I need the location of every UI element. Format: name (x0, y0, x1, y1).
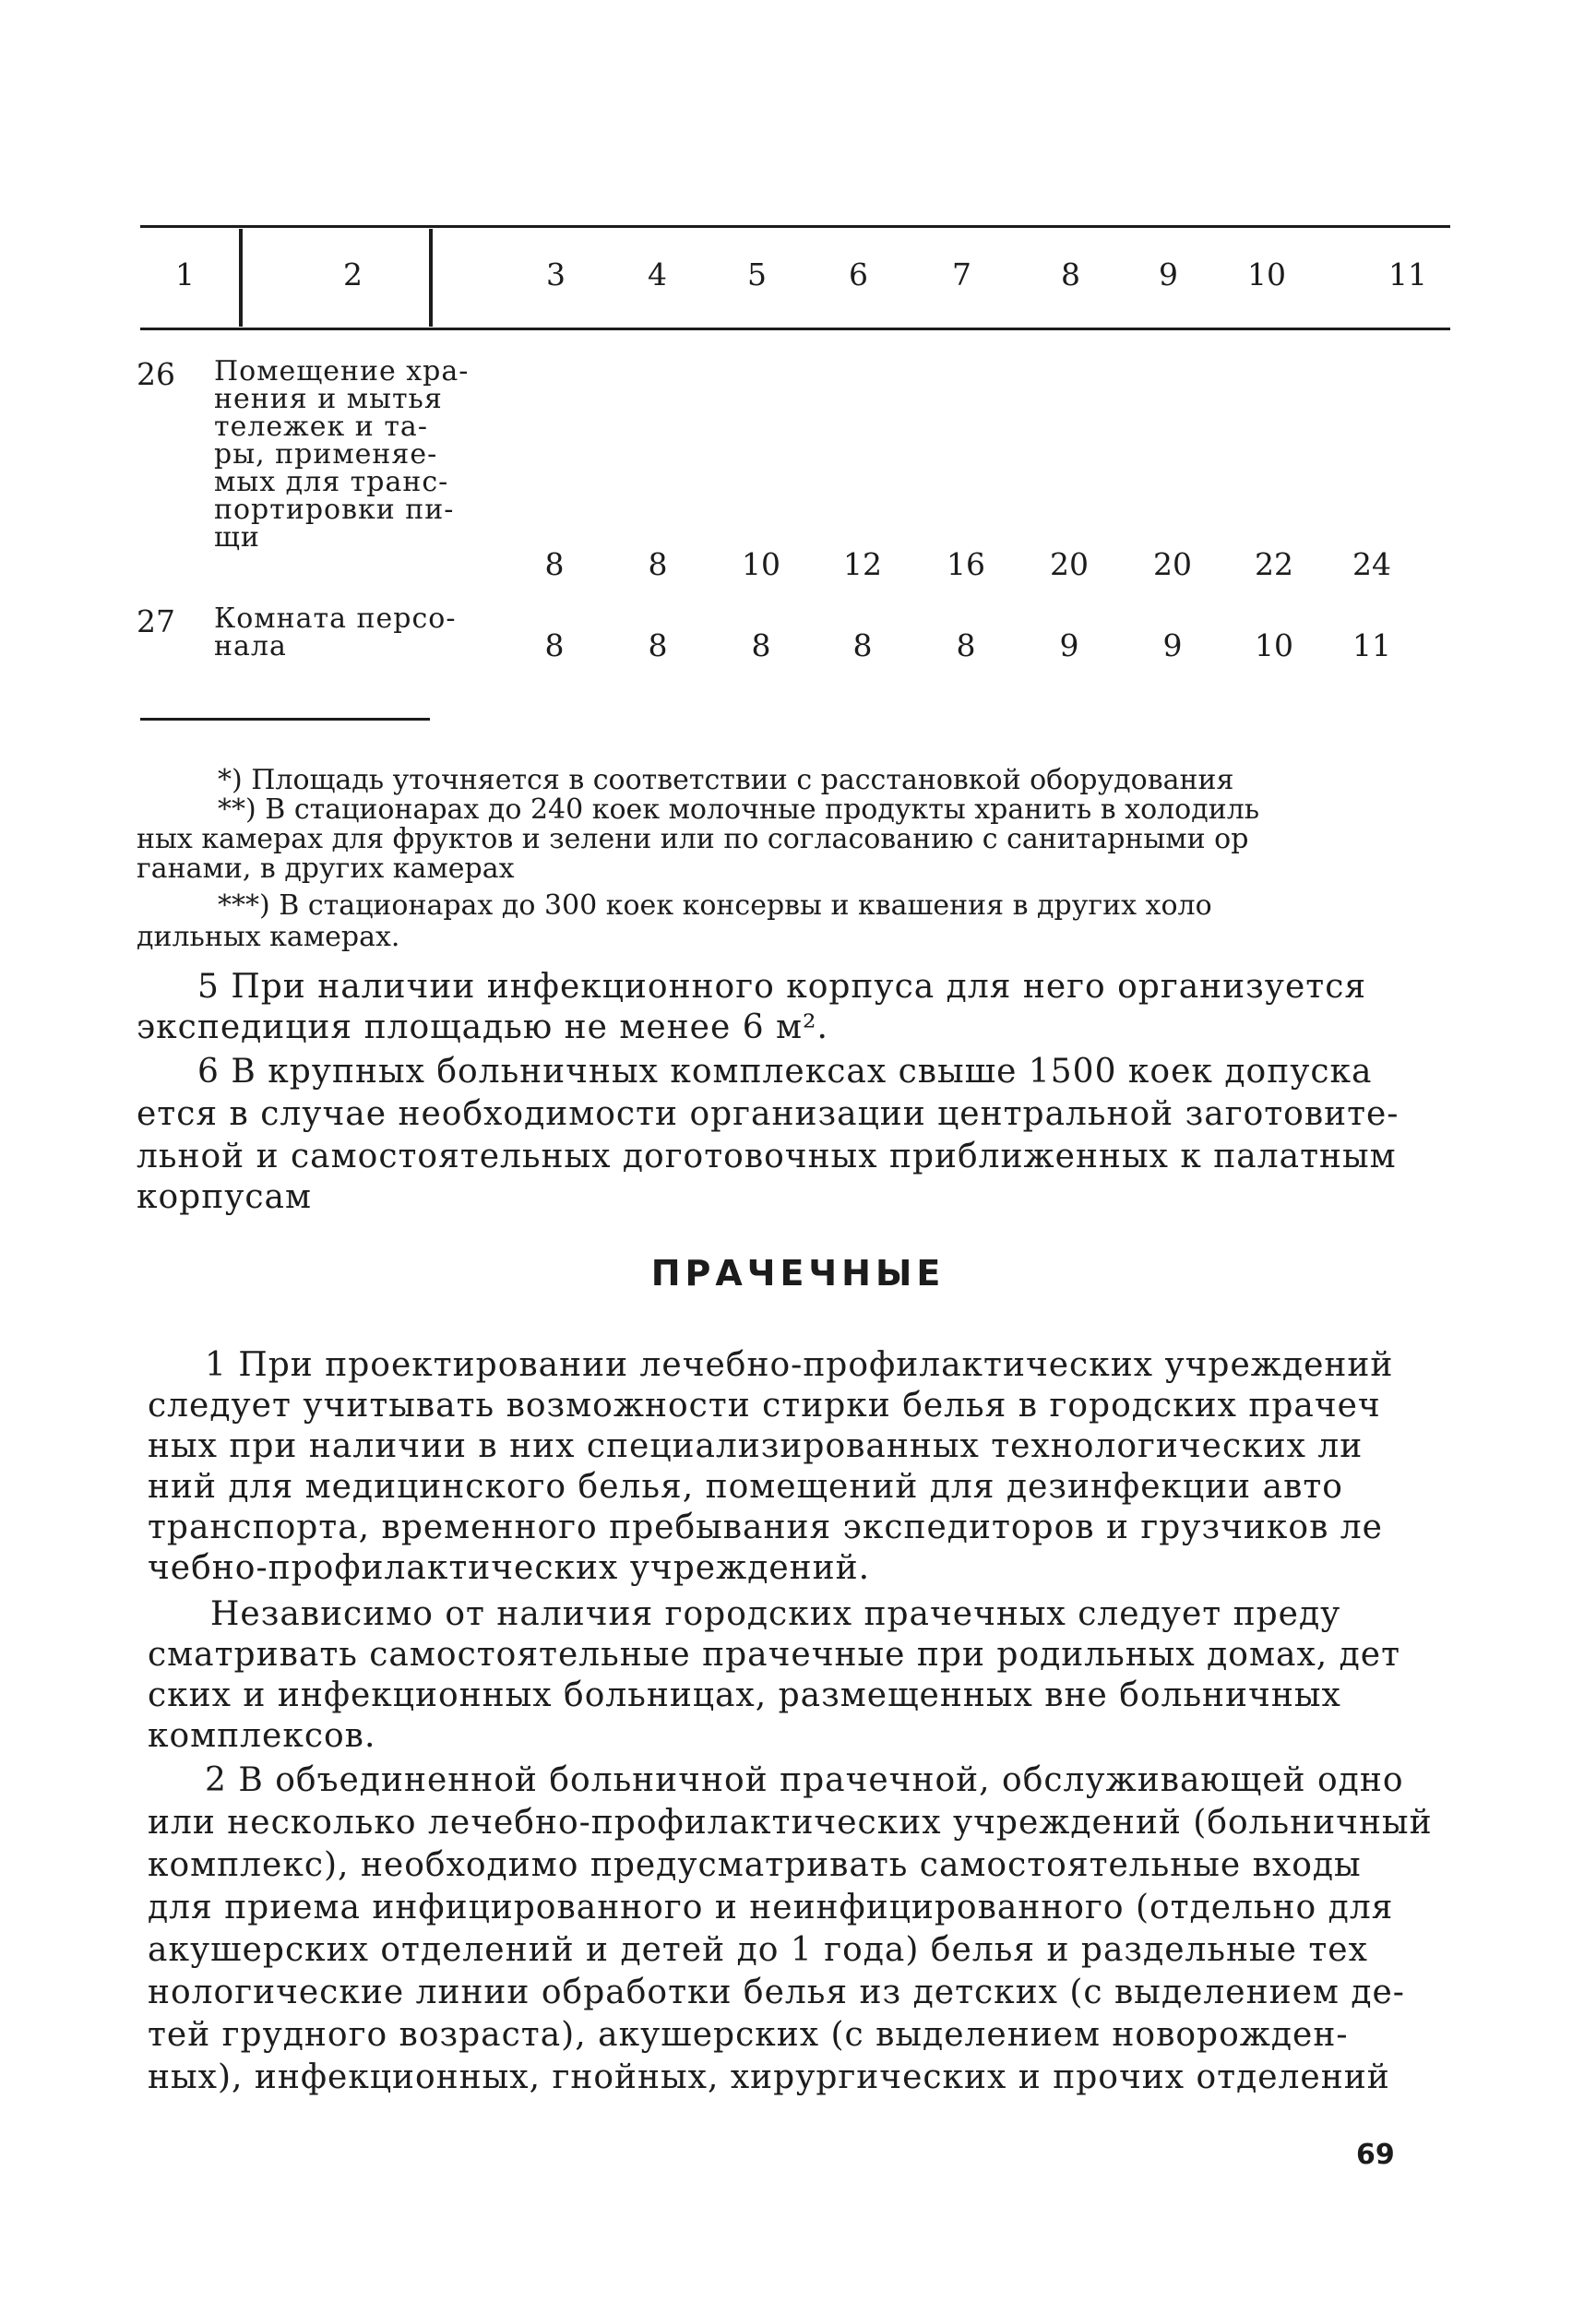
row-number: 26 (137, 356, 175, 392)
table-cell: 22 (1255, 546, 1293, 582)
footnote-line: **) В стационарах до 240 коек молочные продукты хранить в холодиль (218, 793, 1260, 826)
table-cell: 12 (843, 546, 882, 582)
row-name-line: Помещение хра- (214, 355, 470, 388)
footnote-line: дильных камерах. (137, 921, 400, 953)
table-header-cell: 8 (1061, 256, 1080, 292)
row-number: 27 (137, 603, 175, 639)
note-line: 5 При наличии инфекционного корпуса для него организуется (197, 968, 1367, 1006)
table-header-cell: 11 (1388, 256, 1427, 292)
paragraph-line: ских и инфекционных больницах, размещенных вне больничных (148, 1676, 1341, 1714)
table-cell: 8 (648, 627, 668, 663)
paragraph-line: 2 В объединенной больничной прачечной, обслуживающей одно (205, 1761, 1404, 1799)
table-cell: 9 (1059, 627, 1079, 663)
row-name-line: ры, применяе- (214, 438, 438, 471)
note-line: льной и самостоятельных доготовочных приближенных к палатным (137, 1138, 1397, 1175)
note-line: корпусам (137, 1178, 313, 1216)
row-name (214, 602, 465, 662)
table-cell: 8 (544, 627, 565, 663)
table-header-cell: 9 (1159, 256, 1178, 292)
table-header-cell: 3 (546, 256, 566, 292)
paragraph-line: ных при наличии в них специализированных технологических ли (148, 1427, 1364, 1465)
paragraph-line: ных), инфекционных, гнойных, хирургических и прочих отделений (148, 2058, 1390, 2096)
table-cell: 16 (947, 546, 985, 582)
paragraph-line: сматривать самостоятельные прачечные при родильных домах, дет (148, 1636, 1401, 1674)
row-name-line: Комната персо- (214, 602, 457, 635)
row-name-line: нала (214, 630, 287, 662)
table-cell: 8 (852, 627, 873, 663)
footnote-line: ***) В стационарах до 300 коек консервы и квашения в других холо (218, 889, 1212, 922)
footnote-line: *) Площадь уточняется в соответствии с расстановкой оборудования (218, 764, 1234, 796)
table-header-cell: 4 (648, 256, 667, 292)
row-name-line: щи (214, 521, 260, 554)
paragraph-line: чебно-профилактических учреждений. (148, 1549, 871, 1587)
row-name-line: мых для транс- (214, 466, 449, 498)
footnote-line: ных камерах для фруктов и зелени или по согласованию с санитарными ор (137, 823, 1249, 855)
table-header-cell: 10 (1247, 256, 1286, 292)
table-header-cell: 7 (952, 256, 971, 292)
paragraph-line: ний для медицинского белья, помещений для дезинфекции авто (148, 1468, 1343, 1506)
paragraph-line: или несколько лечебно-профилактических учреждений (больничный (148, 1804, 1433, 1842)
paragraph-line: комплекс), необходимо предусматривать самостоятельные входы (148, 1846, 1362, 1884)
paragraph-line: акушерских отделений и детей до 1 года) белья и раздельные тех (148, 1931, 1368, 1969)
section-title: ПРАЧЕЧНЫЕ (650, 1253, 946, 1294)
footnote-line: ганами, в других камерах (137, 853, 515, 885)
paragraph-line: нологические линии обработки белья из детских (с выделением де- (148, 1974, 1405, 2011)
table-cell: 10 (742, 546, 780, 582)
paragraph-line: транспорта, временного пребывания экспедиторов и грузчиков ле (148, 1509, 1383, 1546)
paragraph-line: Независимо от наличия городских прачечных следует преду (210, 1595, 1341, 1633)
table-column-divider (239, 229, 243, 327)
table-header-cell: 2 (343, 256, 363, 292)
table-header-rule (140, 328, 1450, 330)
table-header-cell: 1 (175, 256, 195, 292)
table-cell: 8 (751, 627, 771, 663)
table-cell: 20 (1050, 546, 1089, 582)
note-line: 6 В крупных больничных комплексах свыше 1500 коек допуска (197, 1053, 1373, 1091)
paragraph-line: для приема инфицированного и неинфицированного (отдельно для (148, 1889, 1394, 1926)
table-header-cell: 6 (849, 256, 868, 292)
paragraph-line: следует учитывать возможности стирки белья в городских прачеч (148, 1387, 1381, 1425)
paragraph-line: комплексов. (148, 1717, 376, 1755)
table-cell: 20 (1153, 546, 1192, 582)
row-name-line: тележек и та- (214, 411, 428, 443)
table-cell: 9 (1162, 627, 1183, 663)
table-cell: 8 (956, 627, 976, 663)
table-top-rule (140, 225, 1450, 228)
row-name-line: портировки пи- (214, 494, 455, 526)
note-line: ется в случае необходимости организации центральной заготовите- (137, 1095, 1399, 1133)
row-name (214, 355, 470, 554)
table-cell: 24 (1352, 546, 1391, 582)
table-column-divider (429, 229, 433, 327)
note-line: экспедиция площадью не менее 6 м². (137, 1008, 828, 1046)
table-cell: 8 (544, 546, 565, 582)
row-name-line: нения и мытья (214, 383, 443, 415)
page-number: 69 (1356, 2139, 1395, 2171)
table-bottom-rule (140, 718, 430, 721)
table-cell: 8 (648, 546, 668, 582)
table-cell: 10 (1255, 627, 1293, 663)
paragraph-line: тей грудного возраста), акушерских (с выделением новорожден- (148, 2016, 1349, 2054)
paragraph-line: 1 При проектировании лечебно-профилактических учреждений (205, 1346, 1394, 1384)
table-cell: 11 (1352, 627, 1391, 663)
table-header-cell: 5 (747, 256, 767, 292)
